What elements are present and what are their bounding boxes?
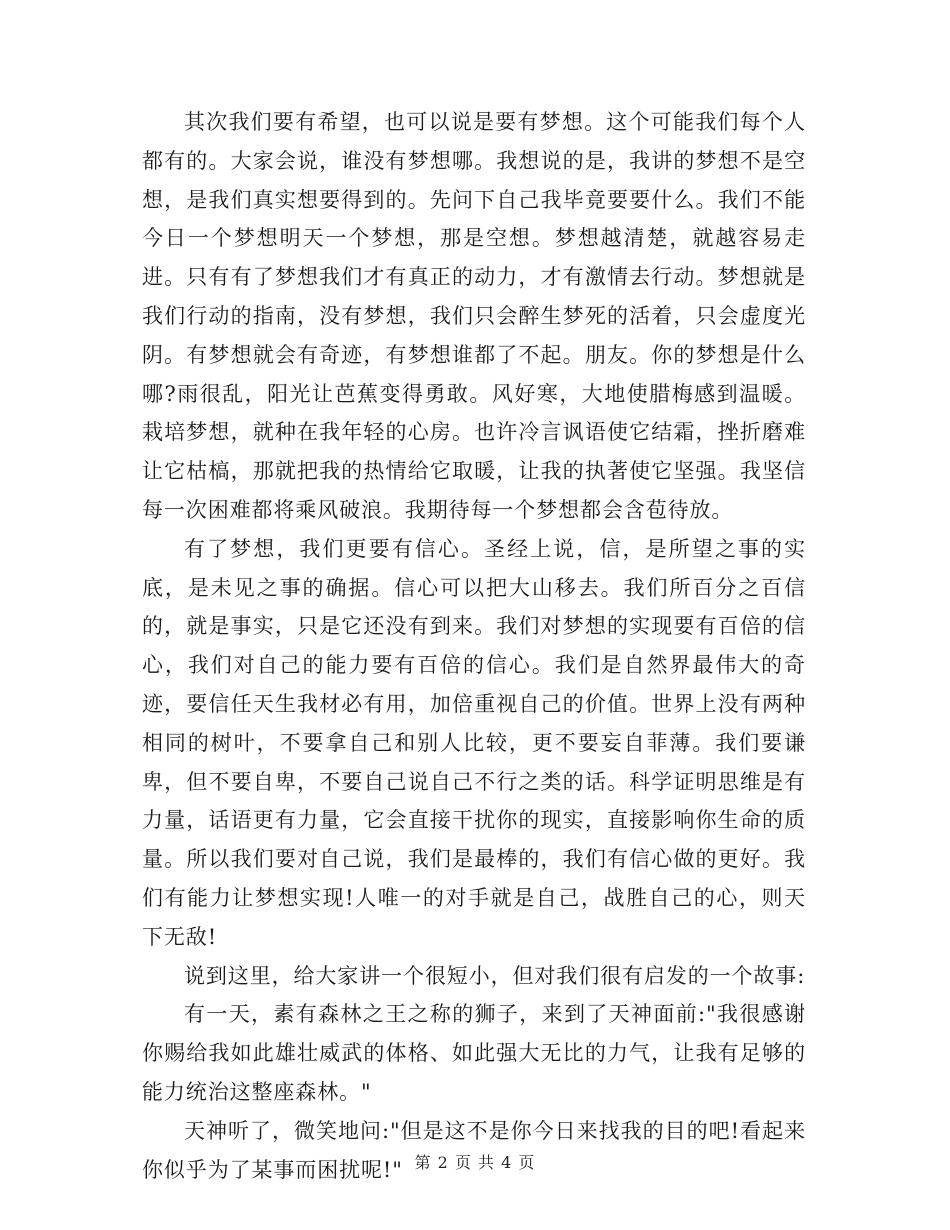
paragraph-god-reply: 天神听了，微笑地问:"但是这不是你今日来找我的目的吧!看起来你似乎为了某事而困扰呢!" xyxy=(142,1118,806,1182)
page-footer xyxy=(0,1150,950,1173)
paragraph-hope-dream: 其次我们要有希望，也可以说是要有梦想。这个可能我们每个人都有的。大家会说，谁没有梦想哪。我想说的是，我讲的梦想不是空想，是我们真实想要得到的。先问下自己我毕竟要要什么。我们不能今日一个梦想明天一个梦想，那是空想。梦想越清楚，就越容易走进。只有有了梦想我们才有真正的动力，才有激情去行动。梦想就是我们行动的指南，没有梦想，我们只会醉生梦死的活着，只会虚度光阴。有梦想就会有奇迹，有梦想谁都了不起。朋友。你的梦想是什么哪?雨很乱，阳光让芭蕉变得勇敢。风好寒，大地使腊梅感到温暖。栽培梦想，就种在我年轻的心房。也许冷言讽语使它结霜，挫折磨难让它枯槁，那就把我的热情给它取暖，让我的执著使它坚强。我坚信每一次困难都将乘风破浪。我期待每一个梦想都会含苞待放。 xyxy=(142,110,806,522)
document-body xyxy=(142,103,806,1189)
paragraph-lion-speech: 有一天，素有森林之王之称的狮子，来到了天神面前:"我很感谢你赐给我如此雄壮威武的体格、如此强大无比的力气，让我有足够的能力统治这整座森林。" xyxy=(142,1002,806,1104)
page-number-label: 第 2 页 共 4 页 xyxy=(414,1153,536,1172)
paragraph-confidence: 有了梦想，我们更要有信心。圣经上说，信，是所望之事的实底，是未见之事的确据。信心可以把大山移去。我们所百分之百信的，就是事实，只是它还没有到来。我们对梦想的实现要有百倍的信心，我们对自己的能力要有百倍的信心。我们是自然界最伟大的奇迹，要信任天生我材必有用，加倍重视自己的价值。世界上没有两种相同的树叶，不要拿自己和别人比较，更不要妄自菲薄。我们要谦卑，但不要自卑，不要自己说自己不行之类的话。科学证明思维是有力量，话语更有力量，它会直接干扰你的现实，直接影响你生命的质量。所以我们要对自己说，我们是最棒的，我们有信心做的更好。我们有能力让梦想实现!人唯一的对手就是自己，战胜自己的心，则天下无敌! xyxy=(142,536,806,949)
paragraph-story-intro: 说到这里，给大家讲一个很短小，但对我们很有启发的一个故事: xyxy=(184,963,806,988)
